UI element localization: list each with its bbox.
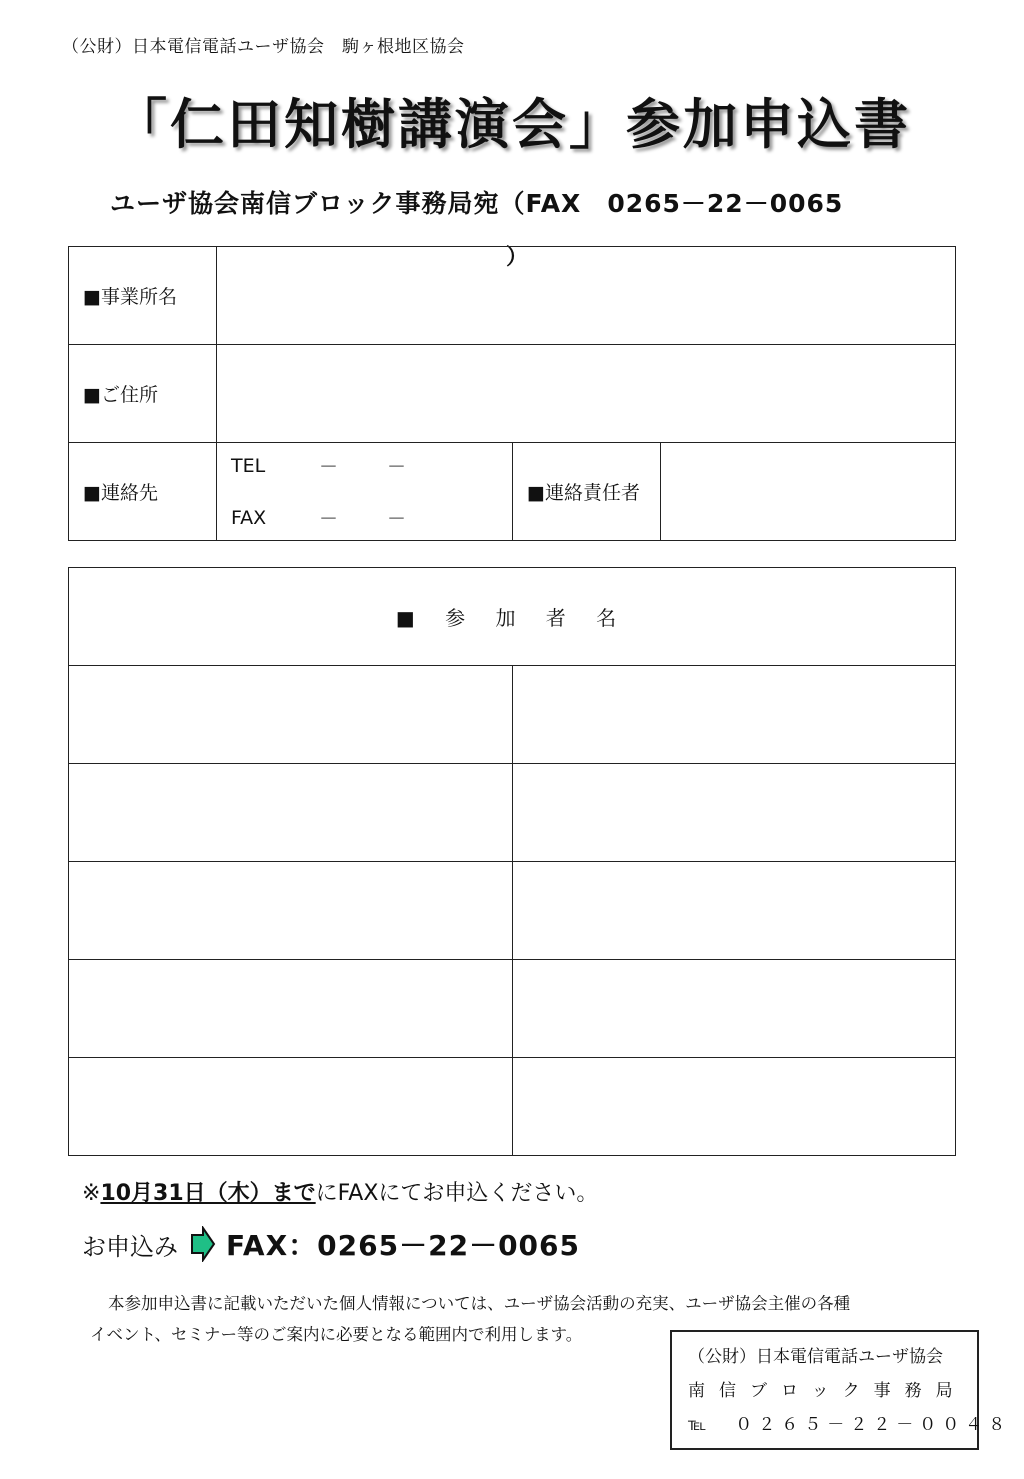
office-tel: ℡ ０２６５－２２－００４８ [688, 1415, 1012, 1435]
deadline-date: 10月31日（木）まで [100, 1181, 316, 1206]
participant-cell[interactable] [512, 862, 956, 960]
note-mark: ※ [82, 1181, 101, 1206]
address-label: ■ご住所 [69, 345, 217, 443]
participant-cell[interactable] [512, 764, 956, 862]
apply-label: お申込み [82, 1232, 178, 1261]
tel-dash-1: － [319, 456, 339, 478]
note-text: にFAXにてお申込ください。 [315, 1181, 599, 1206]
privacy-line-1: 本参加申込書に記載いただいた個人情報については、ユーザ協会活動の充実、ユーザ協会主催の各種 [108, 1294, 851, 1313]
responsible-person-label: ■連絡責任者 [513, 443, 661, 541]
participant-cell[interactable] [69, 1058, 513, 1156]
page-title: 「仁田知樹講演会」参加申込書 [113, 93, 911, 156]
recipient-line: ユーザ協会南信ブロック事務局宛（FAX 0265－22－0065 [110, 189, 844, 218]
office-contact-box [670, 1330, 1012, 1450]
participants-header: ■ 参 加 者 名 [69, 568, 956, 666]
participant-cell[interactable] [512, 1058, 956, 1156]
fax-dash-1: － [319, 508, 339, 530]
privacy-line-2: イベント、セミナー等のご案内に必要となる範囲内で利用します。 [90, 1325, 583, 1344]
fax-label: FAX [231, 506, 267, 529]
office-bureau: 南信ブロック事務局 [688, 1381, 967, 1401]
fax-dash-2: － [387, 508, 407, 530]
participant-cell[interactable] [512, 960, 956, 1058]
deadline-note [82, 1176, 598, 1207]
participant-cell[interactable] [69, 764, 513, 862]
participant-cell[interactable] [69, 862, 513, 960]
tel-dash-2: － [387, 456, 407, 478]
apply-fax-number: FAX：0265－22－0065 [226, 1229, 580, 1262]
office-name-field[interactable] [217, 247, 956, 345]
recipient-line-close: ） [506, 245, 529, 270]
responsible-person-field[interactable] [661, 443, 956, 541]
office-name-label: ■事業所名 [69, 247, 217, 345]
applicant-info-table [68, 246, 956, 541]
contact-label: ■連絡先 [69, 443, 217, 541]
fax-line [231, 503, 512, 533]
participant-cell[interactable] [69, 960, 513, 1058]
participant-cell[interactable] [512, 666, 956, 764]
right-arrow-icon [190, 1226, 216, 1262]
tel-line [231, 451, 512, 481]
participant-cell[interactable] [69, 666, 513, 764]
organization-header: （公財）日本電信電話ユーザ協会 駒ヶ根地区協会 [62, 37, 465, 57]
office-org: （公財）日本電信電話ユーザ協会 [688, 1347, 943, 1367]
apply-line [82, 1224, 580, 1264]
tel-label: TEL [231, 454, 266, 477]
participants-table [68, 567, 956, 1156]
address-field[interactable] [217, 345, 956, 443]
contact-field[interactable] [217, 443, 513, 541]
